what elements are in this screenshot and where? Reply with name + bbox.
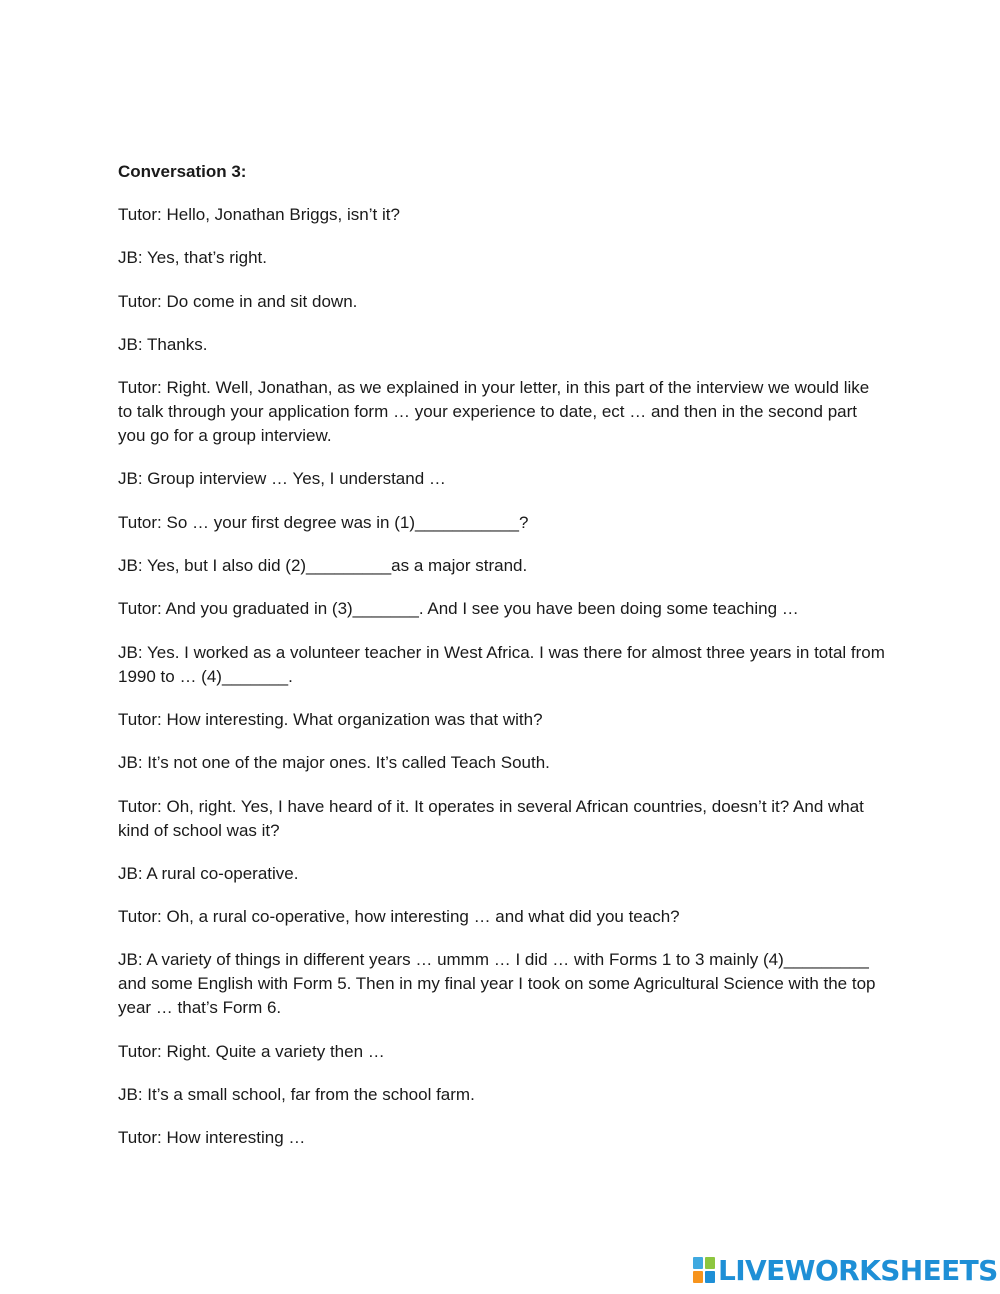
dialogue-line: JB: Group interview … Yes, I understand … bbox=[118, 469, 446, 489]
dialogue-line: JB: It’s not one of the major ones. It’s called Teach South. bbox=[118, 753, 550, 773]
liveworksheets-logo[interactable] bbox=[693, 1253, 998, 1287]
dialogue-line: Tutor: So … your first degree was in (1)___________? bbox=[118, 512, 529, 532]
logo-cell bbox=[693, 1271, 703, 1283]
document-body bbox=[118, 160, 888, 1170]
dialogue-line: Tutor: Oh, right. Yes, I have heard of it. It operates in several African countries, doesn’t it? And what kind of school was it? bbox=[118, 796, 864, 840]
dialogue-line: JB: Yes, but I also did (2)_________as a major strand. bbox=[118, 556, 528, 576]
dialogue-line: JB: Yes, that’s right. bbox=[118, 248, 267, 268]
dialogue-line: JB: It’s a small school, far from the school farm. bbox=[118, 1085, 475, 1105]
dialogue-line: JB: Thanks. bbox=[118, 334, 208, 354]
dialogue-line: Tutor: And you graduated in (3)_______. And I see you have been doing some teaching … bbox=[118, 599, 799, 619]
logo-text: LIVEWORKSHEETS bbox=[718, 1253, 998, 1287]
dialogue-line: Tutor: Right. Well, Jonathan, as we explained in your letter, in this part of the interview we would like to talk through your application form … your experience to date, ect … and then in the second part you go for a group interview. bbox=[118, 378, 870, 446]
logo-cell bbox=[705, 1257, 715, 1269]
dialogue-line: Tutor: Hello, Jonathan Briggs, isn’t it? bbox=[118, 205, 400, 224]
logo-cell bbox=[693, 1257, 703, 1269]
liveworksheets-grid-icon bbox=[693, 1257, 715, 1283]
logo-cell bbox=[705, 1271, 715, 1283]
dialogue-line: JB: A variety of things in different years … ummm … I did … with Forms 1 to 3 mainly (4)_________ and some English with Form 5. Then in my final year I took on some Agricultural Science with the top year … that’s Form 6. bbox=[118, 950, 876, 1018]
dialogue-line: Tutor: Oh, a rural co-operative, how interesting … and what did you teach? bbox=[118, 907, 680, 927]
dialogue-line: JB: A rural co-operative. bbox=[118, 863, 299, 883]
dialogue-line: JB: Yes. I worked as a volunteer teacher in West Africa. I was there for almost three years in total from 1990 to … (4)_______. bbox=[118, 642, 885, 686]
dialogue-line: Tutor: Do come in and sit down. bbox=[118, 291, 358, 311]
dialogue-line: Tutor: Right. Quite a variety then … bbox=[118, 1041, 385, 1061]
dialogue bbox=[118, 203, 888, 1150]
dialogue-line: Tutor: How interesting … bbox=[118, 1128, 306, 1148]
dialogue-line: Tutor: How interesting. What organization was that with? bbox=[118, 709, 543, 729]
conversation-heading: Conversation 3: bbox=[118, 162, 247, 181]
